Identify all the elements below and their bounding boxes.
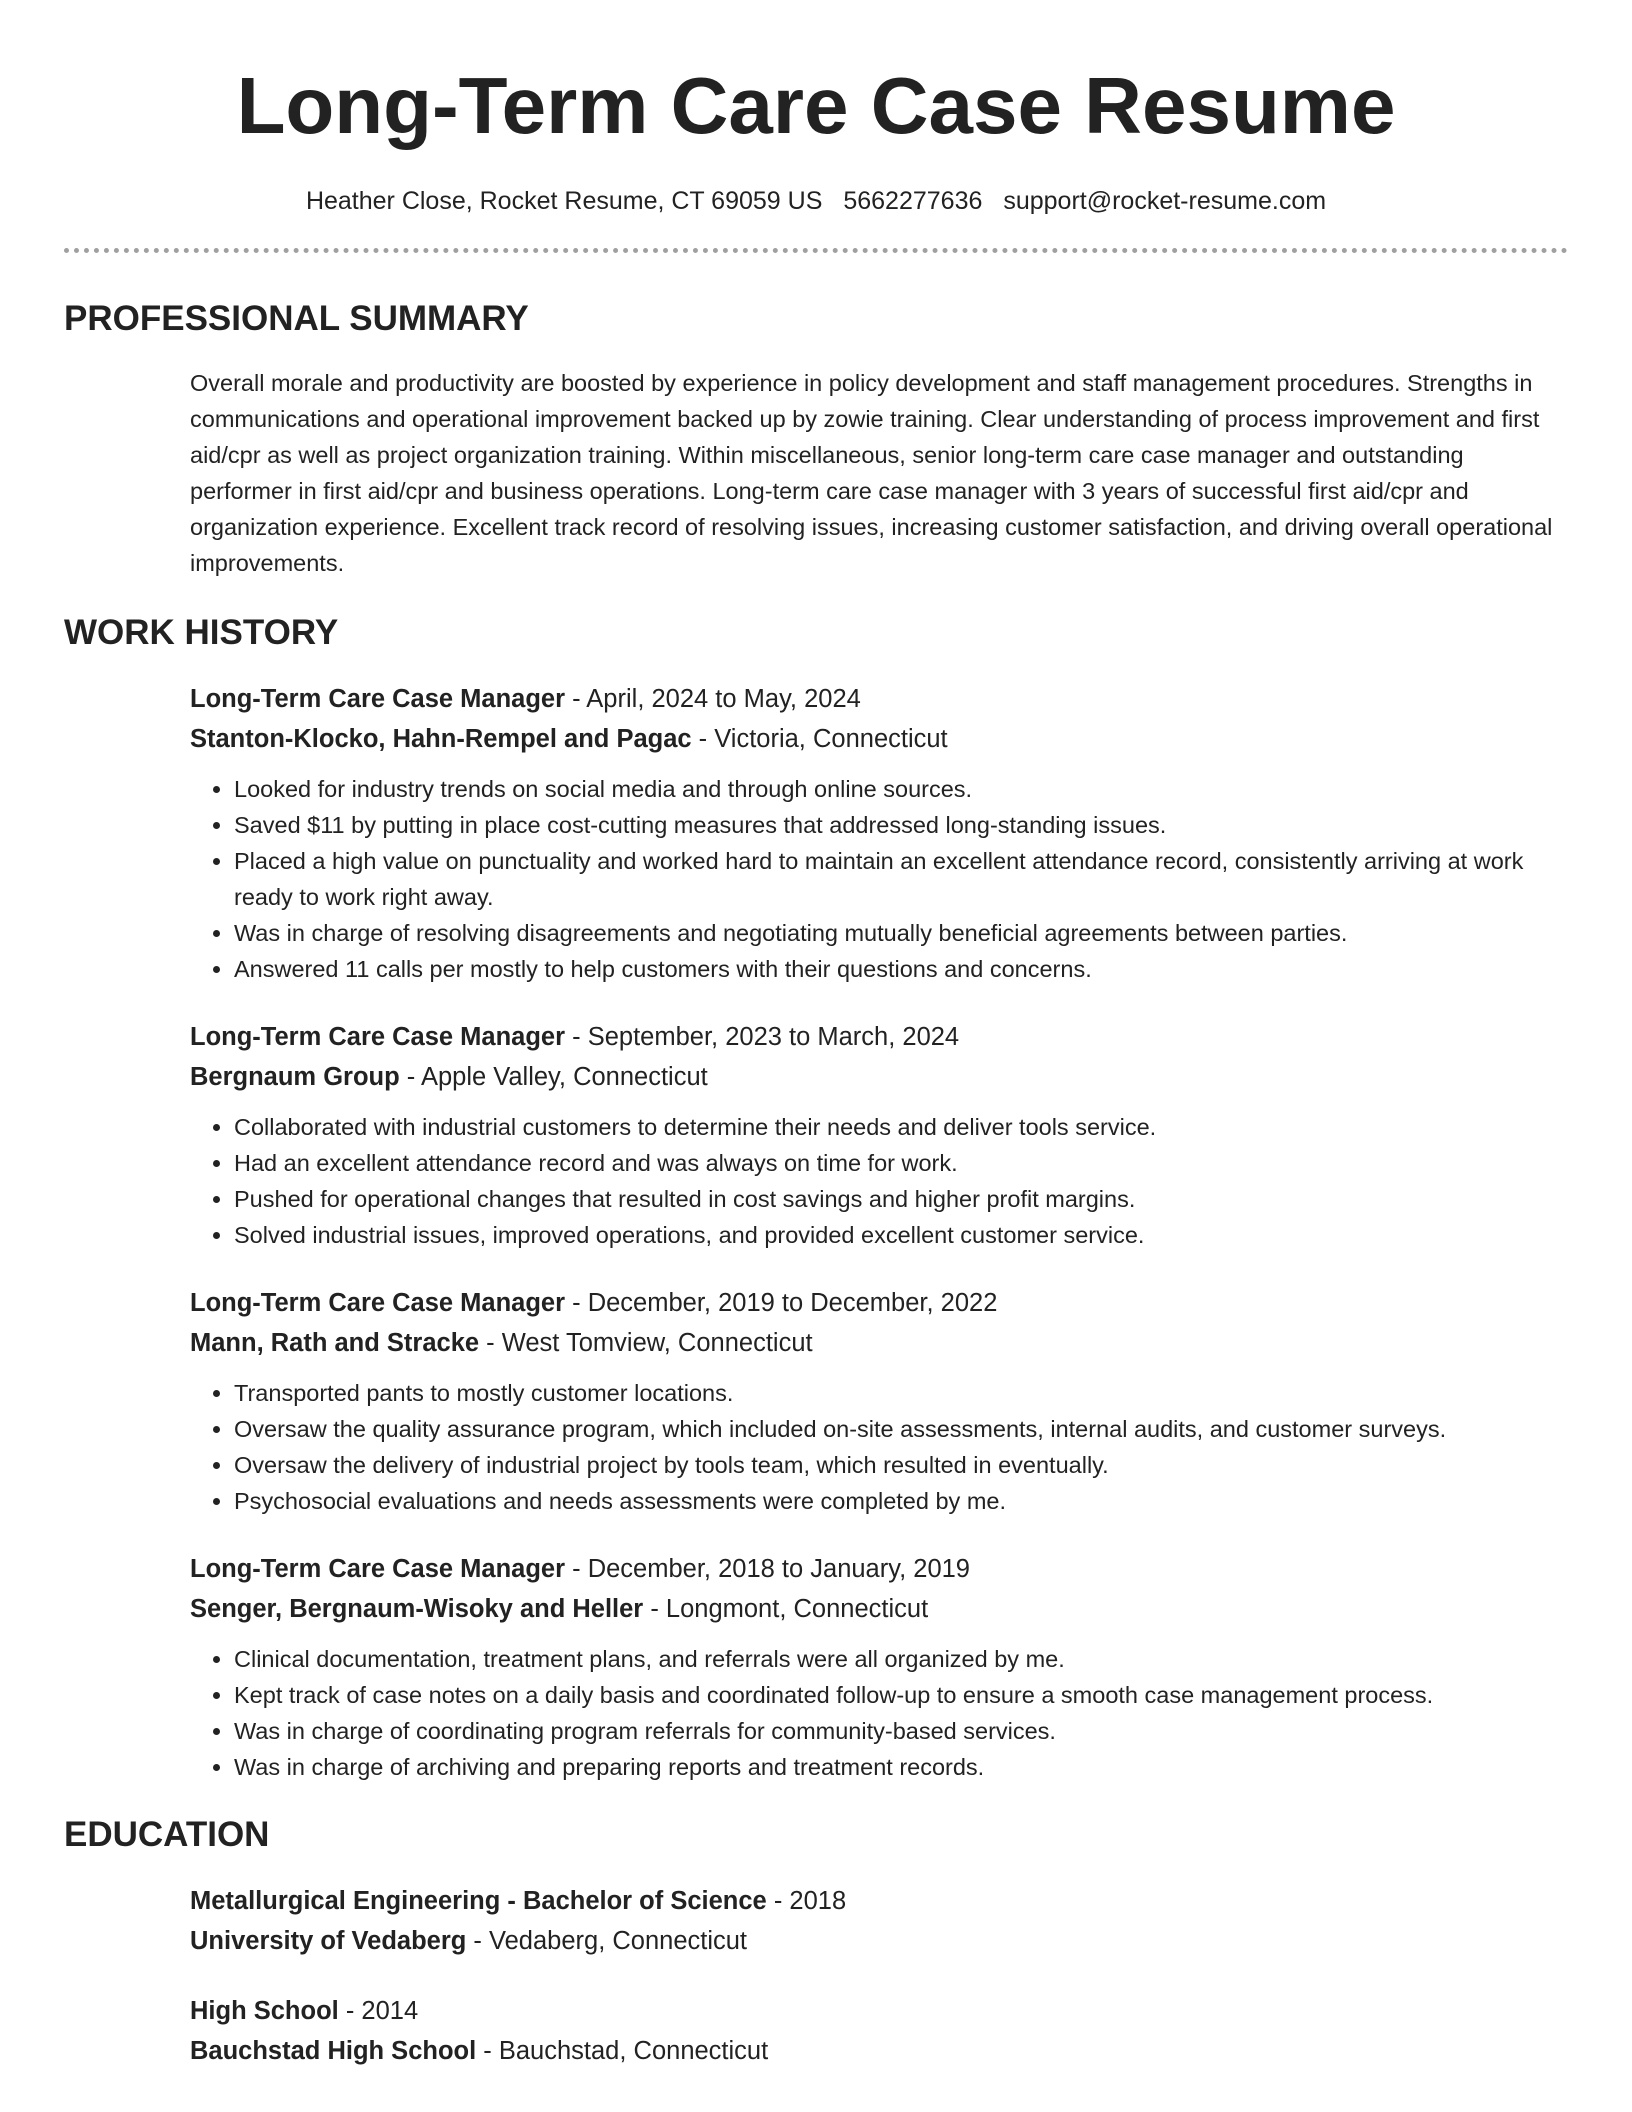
contact-line	[64, 184, 1568, 218]
education-entry	[190, 1881, 1560, 1961]
work-history-section	[64, 611, 1568, 1785]
summary-text: Overall morale and productivity are boosted by experience in policy development and staff management procedures. Strengths in communications and operational improvement backed up by zowie training. Clear understanding of process improvement and first aid/cpr as well as project organization training. Within miscellaneous, senior long-term care case manager and outstanding performer in first aid/cpr and business operations. Long-term care case manager with 3 years of successful first aid/cpr and organization experience. Excellent track record of resolving issues, increasing customer satisfaction, and driving overall operational improvements.	[190, 370, 1553, 576]
job-company: Senger, Bergnaum-Wisoky and Heller	[190, 1595, 644, 1623]
list-item: • Looked for industry trends on social media and through online sources.	[234, 771, 1560, 807]
job-title: Long-Term Care Case Manager	[190, 1289, 566, 1317]
job-company: Bergnaum Group	[190, 1063, 400, 1091]
job-dates: - December, 2018 to January, 2019	[565, 1555, 970, 1583]
education-location: - Vedaberg, Connecticut	[466, 1927, 748, 1955]
job-title: Long-Term Care Case Manager	[190, 1555, 566, 1583]
list-item: • Kept track of case notes on a daily basis and coordinated follow-up to ensure a smooth case management process.	[234, 1677, 1560, 1713]
job-company: Stanton-Klocko, Hahn-Rempel and Pagac	[190, 725, 692, 753]
job-bullets	[190, 771, 1560, 987]
education-body	[190, 1881, 1560, 2071]
education-school: Bauchstad High School	[190, 2037, 477, 2065]
work-history-body	[190, 679, 1560, 1785]
job-title-line	[190, 1283, 1560, 1323]
list-item: • Transported pants to mostly customer locations.	[234, 1375, 1560, 1411]
contact-address: Heather Close, Rocket Resume, CT 69059 US	[305, 187, 823, 215]
resume-header	[64, 0, 1568, 253]
job-company-line	[190, 1589, 1560, 1629]
job-company-line	[190, 1057, 1560, 1097]
job-entry	[190, 679, 1560, 987]
job-bullets	[190, 1641, 1560, 1785]
summary-body	[190, 365, 1560, 581]
education-degree-line	[190, 1991, 1560, 2031]
job-entry	[190, 1283, 1560, 1519]
job-title-line	[190, 1549, 1560, 1589]
resume-title: Long-Term Care Case Resume	[236, 61, 1396, 150]
list-item: • Oversaw the delivery of industrial project by tools team, which resulted in eventually.	[234, 1447, 1560, 1483]
header-divider	[64, 248, 1568, 253]
job-bullets	[190, 1109, 1560, 1253]
education-school: University of Vedaberg	[190, 1927, 467, 1955]
education-school-line	[190, 2031, 1560, 2071]
job-company-line	[190, 1323, 1560, 1363]
job-entry	[190, 1017, 1560, 1253]
job-dates: - September, 2023 to March, 2024	[565, 1023, 960, 1051]
list-item: • Had an excellent attendance record and was always on time for work.	[234, 1145, 1560, 1181]
list-item: • Collaborated with industrial customers to determine their needs and deliver tools service.	[234, 1109, 1560, 1145]
job-bullets	[190, 1375, 1560, 1519]
job-location: - Apple Valley, Connecticut	[399, 1063, 708, 1091]
job-location: - Longmont, Connecticut	[643, 1595, 929, 1623]
list-item: • Was in charge of resolving disagreements and negotiating mutually beneficial agreements between parties.	[234, 915, 1560, 951]
list-item: • Placed a high value on punctuality and worked hard to maintain an excellent attendance record, consistently arriving at work ready to work right away.	[234, 843, 1560, 915]
list-item: • Solved industrial issues, improved operations, and provided excellent customer service.	[234, 1217, 1560, 1253]
education-heading: EDUCATION	[64, 1815, 270, 1854]
job-entry	[190, 1549, 1560, 1785]
education-year: - 2018	[766, 1887, 847, 1915]
list-item: • Was in charge of coordinating program referrals for community-based services.	[234, 1713, 1560, 1749]
job-company-line	[190, 719, 1560, 759]
job-company: Mann, Rath and Stracke	[190, 1329, 480, 1357]
education-degree: Metallurgical Engineering - Bachelor of Science	[190, 1887, 767, 1915]
list-item: • Saved $11 by putting in place cost-cutting measures that addressed long-standing issues.	[234, 807, 1560, 843]
education-location: - Bauchstad, Connecticut	[476, 2037, 769, 2065]
list-item: • Was in charge of archiving and preparing reports and treatment records.	[234, 1749, 1560, 1785]
list-item: • Pushed for operational changes that resulted in cost savings and higher profit margins.	[234, 1181, 1560, 1217]
job-location: - West Tomview, Connecticut	[479, 1329, 813, 1357]
education-year: - 2014	[338, 1997, 419, 2025]
education-section	[64, 1813, 1568, 2071]
summary-heading: PROFESSIONAL SUMMARY	[64, 299, 529, 338]
job-title: Long-Term Care Case Manager	[190, 685, 566, 713]
education-degree: High School	[190, 1997, 339, 2025]
education-entry	[190, 1991, 1560, 2071]
contact-email: support@rocket-resume.com	[1003, 187, 1327, 215]
list-item: • Clinical documentation, treatment plans, and referrals were all organized by me.	[234, 1641, 1560, 1677]
contact-phone: 5662277636	[843, 187, 983, 215]
job-title-line	[190, 1017, 1560, 1057]
education-degree-line	[190, 1881, 1560, 1921]
job-dates: - April, 2024 to May, 2024	[565, 685, 861, 713]
job-location: - Victoria, Connecticut	[691, 725, 948, 753]
job-title-line	[190, 679, 1560, 719]
work-history-heading: WORK HISTORY	[64, 613, 339, 652]
job-dates: - December, 2019 to December, 2022	[565, 1289, 998, 1317]
list-item: • Oversaw the quality assurance program, which included on-site assessments, internal audits, and customer surveys.	[234, 1411, 1560, 1447]
list-item: • Psychosocial evaluations and needs assessments were completed by me.	[234, 1483, 1560, 1519]
summary-section	[64, 297, 1568, 581]
list-item: • Answered 11 calls per mostly to help customers with their questions and concerns.	[234, 951, 1560, 987]
job-title: Long-Term Care Case Manager	[190, 1023, 566, 1051]
education-school-line	[190, 1921, 1560, 1961]
